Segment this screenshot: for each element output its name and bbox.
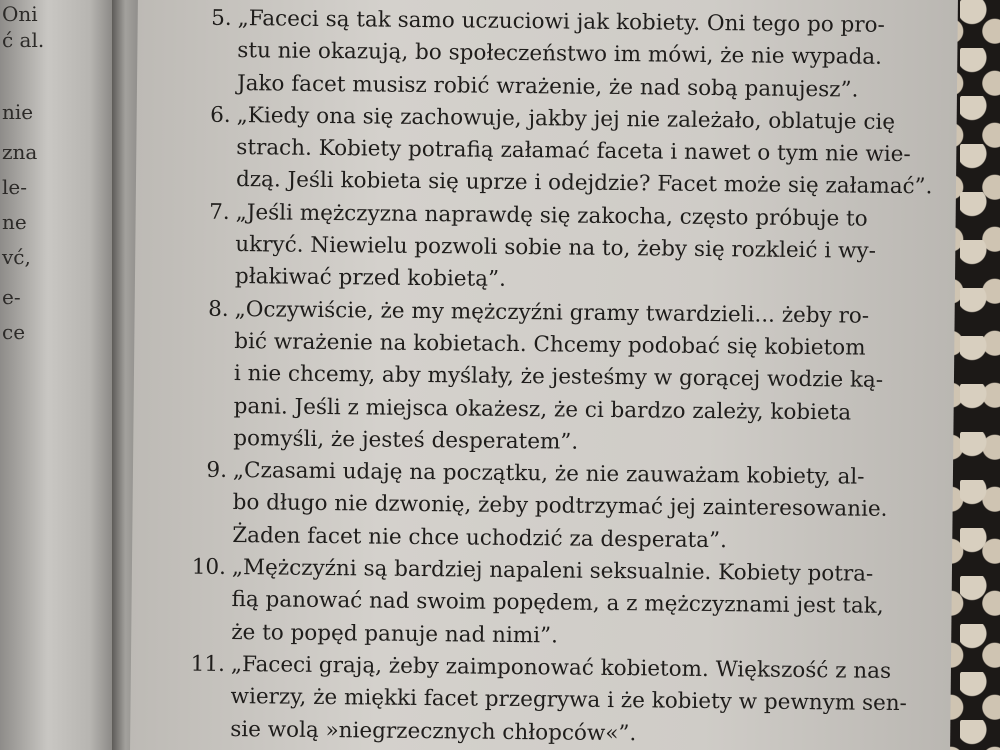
- page-text: [190, 3, 933, 750]
- left-page-fragment: le-: [2, 175, 27, 199]
- text-line: stu nie okazują, bo społeczeństwo im mówi, że nie wypada.: [237, 38, 883, 71]
- text-line: „Kiedy ona się zachowuje, jakby jej nie zależało, oblatuje cię: [236, 102, 896, 135]
- list-item: [194, 455, 888, 559]
- left-page-fragment: zna: [2, 140, 38, 164]
- list-item: [195, 293, 884, 461]
- left-page-fragment: ce: [2, 320, 26, 344]
- text-line: „Jeśli mężczyzna naprawdę się zakocha, często próbuje to: [235, 199, 868, 232]
- left-page-fragment: vć,: [2, 245, 31, 269]
- left-page-fragment: e-: [2, 285, 21, 309]
- item-number: 6.: [210, 102, 231, 128]
- item-number: 5.: [211, 5, 232, 31]
- text-line: Jako facet musisz robić wrażenie, że nad sobą panujesz”.: [236, 70, 859, 103]
- left-page: [0, 0, 120, 750]
- text-line: strach. Kobiety potrafią załamać faceta i nawet o tym nie wie-: [236, 135, 911, 168]
- list-item: [191, 552, 884, 656]
- text-line: dzą. Jeśli kobieta się uprze i odejdzie? Facet może się załamać”.: [235, 167, 933, 200]
- text-line: że to popęd panuje nad nimi”.: [231, 619, 559, 649]
- text-line: bić wrażenie na kobietach. Chcemy podobać się kobietom: [234, 328, 866, 361]
- item-number: 9.: [206, 457, 228, 484]
- text-line: „Oczywiście, że my mężczyźni gramy twardzieli... żeby ro-: [234, 296, 870, 329]
- item-number: 10.: [191, 554, 227, 580]
- list-item: [198, 100, 933, 204]
- text-line: ukryć. Niewielu pozwoli sobie na to, żeby się rozkleić i wy-: [235, 232, 877, 264]
- text-line: „Mężczyźni są bardziej napaleni seksualnie. Kobiety potra-: [231, 555, 874, 587]
- text-line: „Faceci są tak samo uczuciowi jak kobiety. Oni tego po pro-: [237, 6, 885, 38]
- text-line: fią panować nad swoim popędem, a z mężczyznami jest tak,: [231, 587, 884, 620]
- list-item: [190, 649, 908, 750]
- text-line: płakiwać przed kobietą”.: [234, 264, 506, 293]
- text-line: sie wolą »niegrzecznych chłopców«”.: [230, 716, 637, 746]
- left-page-fragment: ne: [2, 210, 27, 234]
- item-number: 11.: [190, 651, 226, 677]
- text-line: „Faceci grają, żeby zaimponować kobietom. Większość z nas: [230, 651, 892, 684]
- left-page-fragment: ć al.: [2, 28, 45, 52]
- text-line: bo długo nie dzwonię, żeby podtrzymać jej zainteresowanie.: [232, 490, 888, 523]
- left-page-fragment: Oni: [2, 2, 38, 26]
- left-page-fragment: nie: [2, 100, 34, 124]
- item-number: 8.: [208, 296, 229, 322]
- text-line: i nie chcemy, aby myślały, że jesteśmy w gorącej wodzie ką-: [233, 361, 884, 394]
- text-line: pomyśli, że jesteś desperatem”.: [233, 425, 579, 455]
- right-page: [130, 0, 958, 750]
- item-number: 7.: [209, 199, 230, 225]
- list-item: [197, 196, 877, 300]
- text-line: Żaden facet nie chce uchodzić za desperata”.: [232, 522, 728, 553]
- text-line: wierzy, że miękki facet przegrywa i że kobiety w pewnym sen-: [230, 684, 908, 717]
- text-line: „Czasami udaję na początku, że nie zauważam kobiety, al-: [232, 458, 865, 490]
- list-item: [199, 3, 885, 107]
- text-line: pani. Jeśli z miejsca okażesz, że ci bardzo zależy, kobieta: [233, 393, 852, 426]
